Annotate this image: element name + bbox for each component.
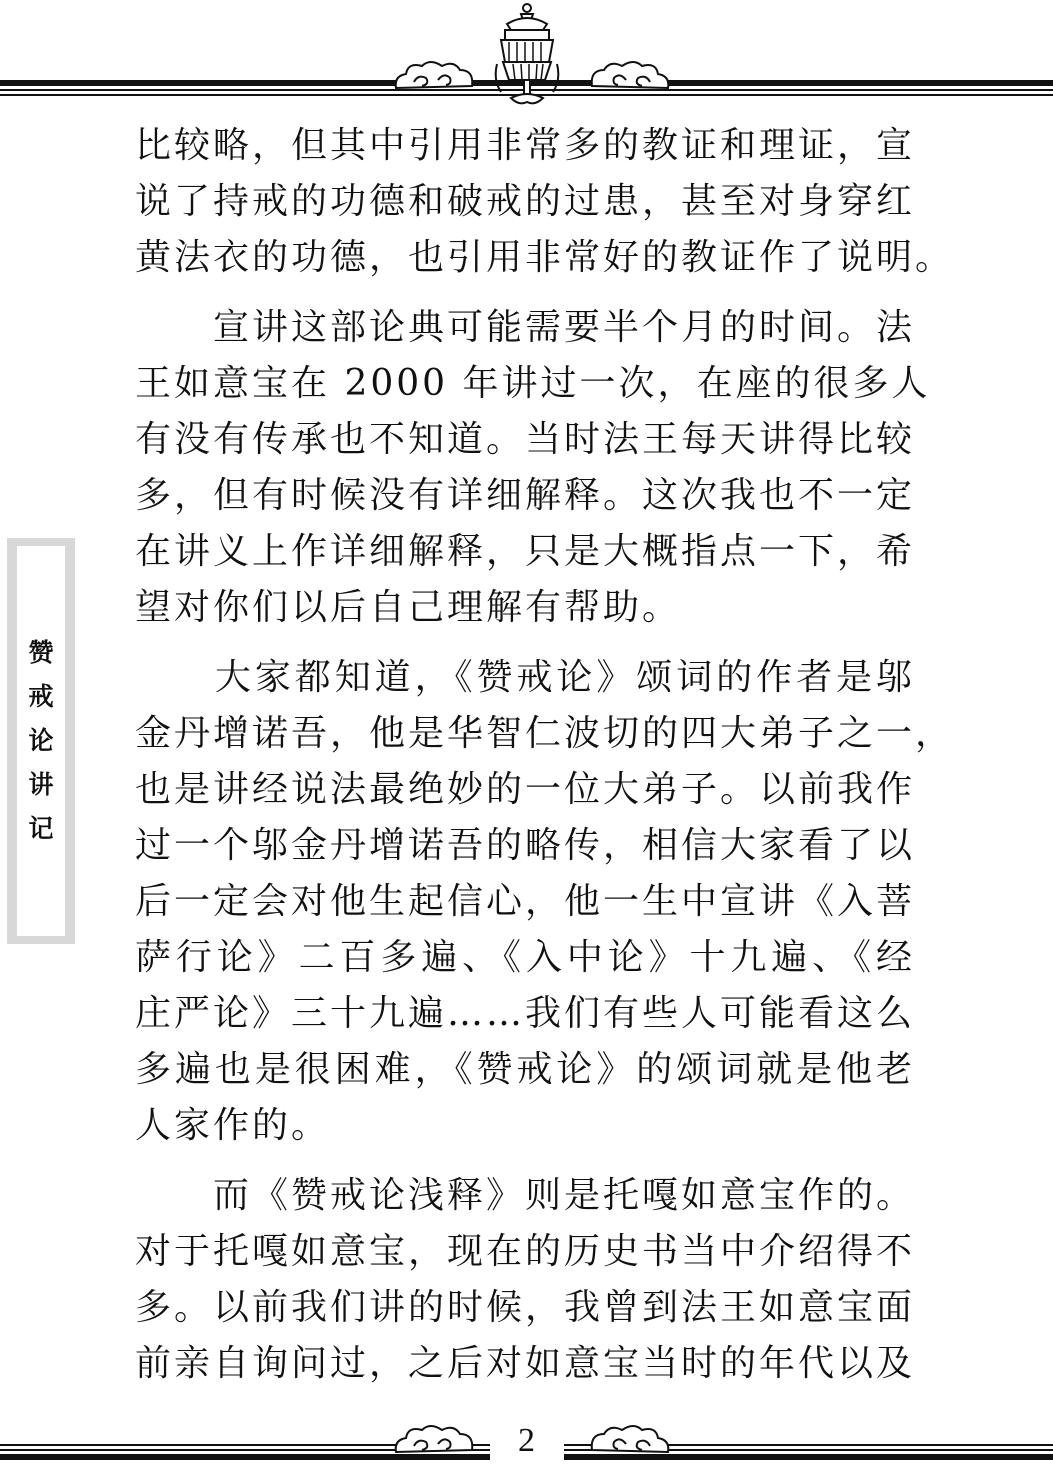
victory-banner-emblem	[487, 2, 567, 110]
side-tab-char: 记	[28, 814, 54, 843]
paragraph	[135, 118, 955, 286]
text-line: 大家都知道，《赞戒论》颂词的作者是邬	[135, 657, 915, 698]
text-line: 在讲义上作详细解释，只是大概指点一下，希	[135, 531, 916, 572]
paragraph	[135, 650, 955, 1154]
text-line: 望对你们以后自己理解有帮助。	[135, 587, 682, 628]
page-body	[135, 118, 955, 1406]
page-number: 2	[518, 1422, 535, 1459]
text-line: 庄严论》三十九遍……我们有些人可能看这么	[135, 993, 916, 1034]
paragraph	[135, 1168, 915, 1392]
text-line: 比较略，但其中引用非常多的教证和理证，宣	[135, 125, 916, 166]
text-line: 也是讲经说法最绝妙的一位大弟子。以前我作	[135, 769, 916, 810]
text-line: 人家作的。	[135, 1105, 331, 1146]
text-line: 萨行论》二百多遍、《入中论》十九遍、《经	[135, 937, 915, 978]
text-line: 说了持戒的功德和破戒的过患，甚至对身穿红	[135, 181, 916, 222]
side-tab-char: 讲	[28, 770, 54, 799]
text-line: 后一定会对他生起信心，他一生中宣讲《入菩	[135, 881, 916, 922]
text-line: 多。以前我们讲的时候，我曾到法王如意宝面	[135, 1287, 916, 1328]
side-tab-char: 论	[28, 726, 54, 755]
side-tab-title	[17, 546, 65, 936]
side-tab-char: 戒	[28, 682, 54, 711]
paragraph	[135, 300, 931, 636]
cloud-ornament-left	[392, 60, 476, 94]
text-line: 前亲自询问过，之后对如意宝当时的年代以及	[135, 1343, 916, 1384]
text-line: 多，但有时候没有详细解释。这次我也不一定	[135, 475, 916, 516]
text-line: 多遍也是很困难，《赞戒论》的颂词就是他老	[135, 1049, 915, 1090]
text-line: 宣讲这部论典可能需要半个月的时间。法	[135, 307, 916, 348]
text-line: 黄法衣的功德，也引用非常好的教证作了说明。	[135, 237, 955, 278]
text-line: 而《赞戒论浅释》则是托嘎如意宝作的。	[135, 1175, 916, 1216]
side-tab-char: 赞	[28, 638, 54, 667]
text-line: 王如意宝在 2000 年讲过一次，在座的很多人	[135, 363, 931, 404]
text-line: 金丹增诺吾，他是华智仁波切的四大弟子之一，	[135, 713, 955, 754]
cloud-ornament-right	[588, 60, 672, 94]
text-line: 对于托嘎如意宝，现在的历史书当中介绍得不	[135, 1231, 916, 1272]
text-line: 过一个邬金丹增诺吾的略传，相信大家看了以	[135, 825, 916, 866]
side-tab	[7, 538, 75, 944]
text-line: 有没有传承也不知道。当时法王每天讲得比较	[135, 419, 916, 460]
